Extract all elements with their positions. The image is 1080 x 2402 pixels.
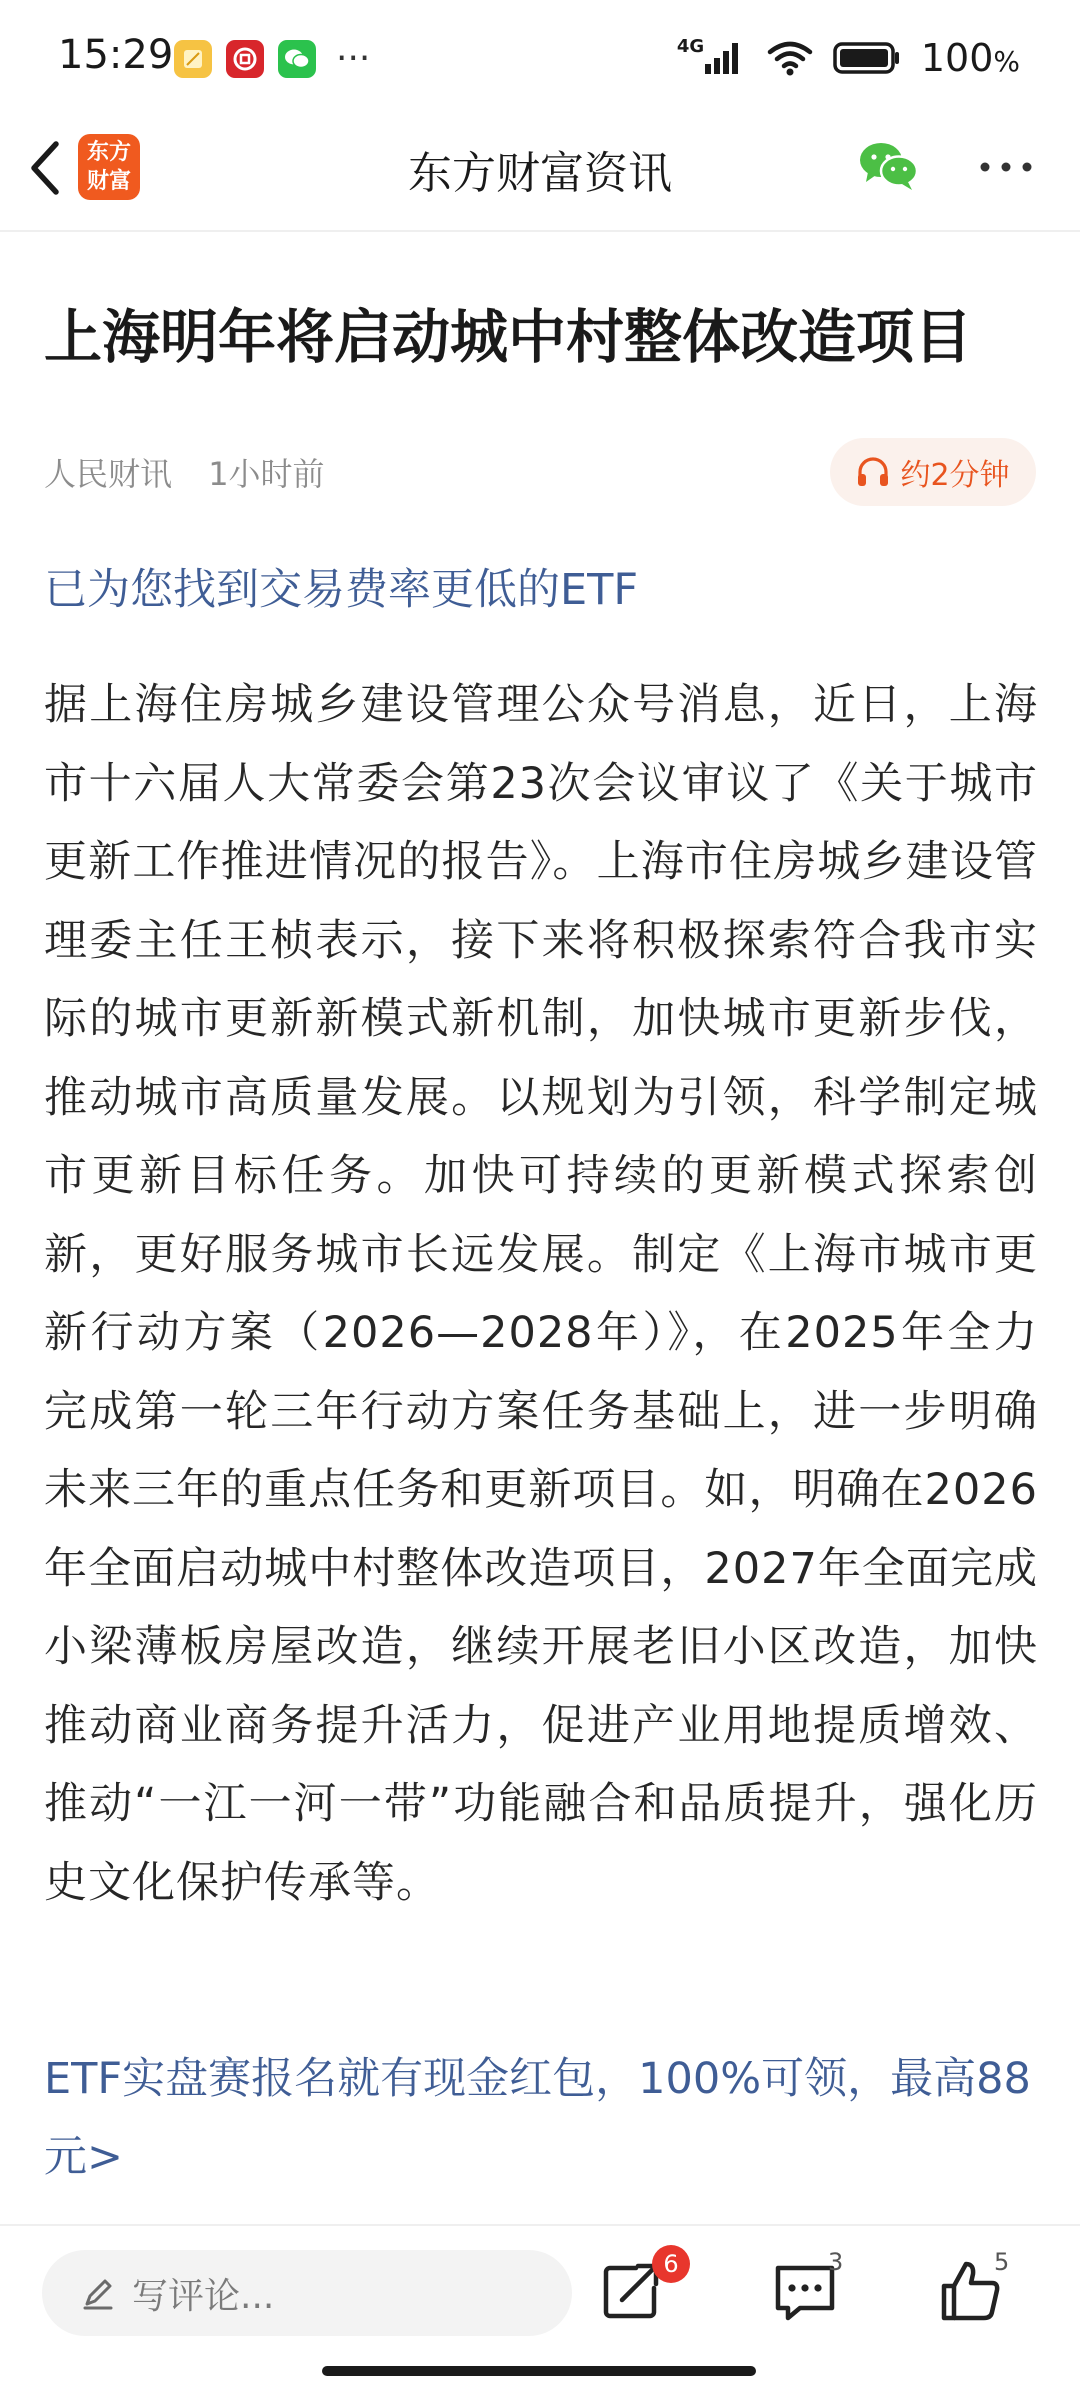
status-time: 15:29: [58, 32, 174, 78]
article-time: 1小时前: [208, 455, 325, 493]
page-title: 东方财富资讯: [408, 148, 672, 199]
status-bar: [0, 0, 1080, 120]
more-notifications-icon: ···: [336, 38, 371, 79]
battery-icon: [833, 41, 901, 75]
article-source[interactable]: 人民财讯: [44, 455, 173, 493]
pen-icon: [80, 2275, 116, 2311]
article-title: 上海明年将启动城中村整体改造项目: [44, 303, 973, 371]
logo-text-bottom: 财富: [86, 169, 131, 194]
bank-app-icon: [226, 40, 264, 78]
home-indicator[interactable]: [322, 2366, 756, 2376]
share-count-badge: 6: [652, 2245, 690, 2283]
article-meta: [44, 449, 351, 495]
read-time-label: 约2分钟: [900, 458, 1010, 493]
logo-text-top: 东方: [86, 140, 131, 165]
status-right: [677, 36, 1020, 80]
notes-app-icon: [174, 40, 212, 78]
wifi-icon: [767, 40, 813, 76]
comment-placeholder: 写评论...: [132, 2275, 275, 2317]
headphones-icon: [856, 456, 890, 488]
signal-icon: [676, 36, 747, 76]
etf-contest-promo-link[interactable]: ETF实盘赛报名就有现金红包，100%可领，最高88元>: [44, 2054, 1031, 2182]
comment-input[interactable]: [42, 2250, 572, 2336]
listen-button[interactable]: [830, 438, 1036, 506]
article-body: 据上海住房城乡建设管理公众号消息，近日，上海市十六届人大常委会第23次会议审议了《关于城市更新工作推进情况的报告》。上海市住房城乡建设管理委主任王桢表示，接下来将积极探索符合我市实际的城市更新新模式新机制，加快城市更新步伐，推动城市高质量发展。以规划为引领，科学制定城市更新目标任务。加快可持续的更新模式探索创新，更好服务城市长远发展。制定《上海市城市更新行动方案（2026—2028年）》，在2025年全力完成第一轮三年行动方案任务基础上，进一步明确未来三年的重点任务和更新项目。如，明确在2026年全面启动城中村整体改造项目，2027年全面完成小梁薄板房屋改造，继续开展老旧小区改造，加快推动商业商务提升活力，促进产业用地提质增效、推动“一江一河一带”功能融合和品质提升，强化历史文化保护传承等。: [44, 680, 1038, 1908]
wechat-notification-icon: [278, 40, 316, 78]
status-notification-icons: [174, 40, 370, 78]
like-count: 5: [994, 2248, 1010, 2276]
etf-recommend-link[interactable]: 已为您找到交易费率更低的ETF: [44, 565, 639, 615]
more-options-icon[interactable]: [978, 160, 1034, 174]
comment-count: 3: [828, 2248, 844, 2276]
battery-level: 100%: [920, 36, 1020, 80]
network-type: 4G: [676, 36, 705, 57]
wechat-share-icon[interactable]: [858, 140, 920, 192]
